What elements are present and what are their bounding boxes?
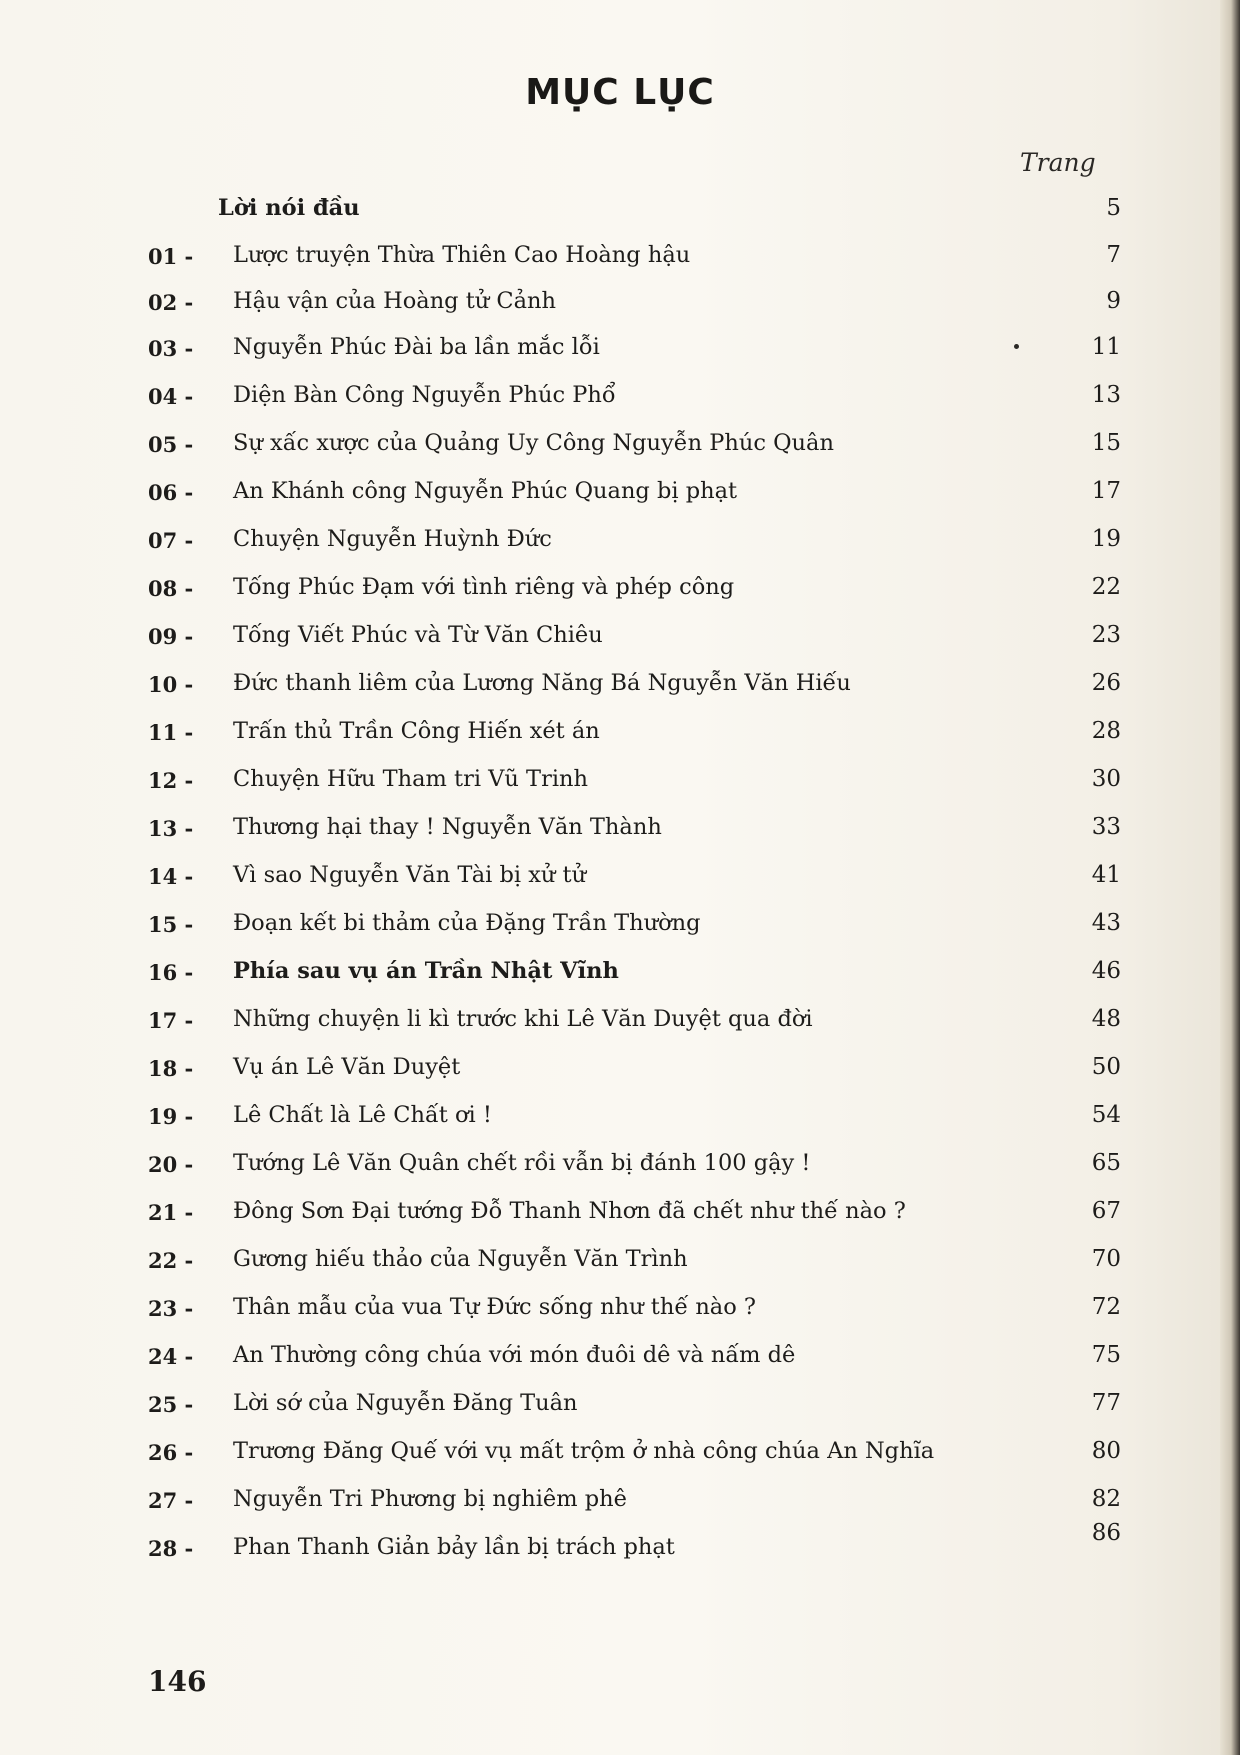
entry-number: 06 -	[148, 480, 194, 505]
entry-page: 15	[1091, 430, 1121, 456]
entry-page: 23	[1091, 622, 1121, 648]
entry-page: 67	[1091, 1198, 1121, 1224]
entry-title: Trấn thủ Trần Công Hiến xét án	[233, 718, 600, 744]
entry-number: 14 -	[148, 864, 194, 889]
entry-page: 54	[1091, 1102, 1121, 1128]
toc-entry	[0, 1242, 1240, 1282]
toc-entry	[0, 1050, 1240, 1090]
entry-title: Tống Viết Phúc và Từ Văn Chiêu	[233, 622, 603, 648]
entry-page: 33	[1091, 814, 1121, 840]
entry-number: 08 -	[148, 576, 194, 601]
entry-title: Phía sau vụ án Trần Nhật Vĩnh	[233, 958, 619, 984]
entry-number: 04 -	[148, 384, 194, 409]
entry-page: 43	[1091, 910, 1121, 936]
entry-page: 46	[1091, 958, 1121, 984]
entry-title: An Thường công chúa với món đuôi dê và nấm dê	[233, 1342, 796, 1368]
entry-title: Chuyện Nguyễn Huỳnh Đức	[233, 526, 552, 552]
entry-number: 18 -	[148, 1056, 194, 1081]
entry-page: 65	[1091, 1150, 1121, 1176]
entry-title: Trương Đăng Quế với vụ mất trộm ở nhà công chúa An Nghĩa	[233, 1438, 935, 1464]
toc-entry	[0, 1194, 1240, 1234]
entry-number: 09 -	[148, 624, 194, 649]
toc-entry	[0, 1434, 1240, 1474]
entry-number: 28 -	[148, 1536, 194, 1561]
entry-title: Vì sao Nguyễn Văn Tài bị xử tử	[233, 862, 587, 888]
toc-entry	[0, 810, 1240, 850]
entry-page: 75	[1091, 1342, 1121, 1368]
toc-entry	[0, 666, 1240, 706]
entry-number: 07 -	[148, 528, 194, 553]
entry-number: 17 -	[148, 1008, 194, 1033]
toc-entry	[0, 1290, 1240, 1330]
entry-title: Hậu vận của Hoàng tử Cảnh	[233, 288, 557, 314]
entry-title: Nguyễn Tri Phương bị nghiêm phê	[233, 1486, 627, 1512]
toc-entry	[0, 284, 1240, 324]
entry-page: 19	[1091, 526, 1121, 552]
toc-entry	[0, 1002, 1240, 1042]
entry-number: 16 -	[148, 960, 194, 985]
entry-number: 01 -	[148, 244, 194, 269]
entry-number: 27 -	[148, 1488, 194, 1513]
entry-page: 48	[1091, 1006, 1121, 1032]
entry-title: Lời sớ của Nguyễn Đăng Tuân	[233, 1390, 578, 1416]
entry-number: 11 -	[148, 720, 194, 745]
entry-title: Tống Phúc Đạm với tình riêng và phép công	[233, 574, 735, 600]
toc-entry	[0, 714, 1240, 754]
entry-title: Đức thanh liêm của Lương Năng Bá Nguyễn Văn Hiếu	[233, 670, 851, 696]
toc-entry	[0, 618, 1240, 658]
entry-title: Tướng Lê Văn Quân chết rồi vẫn bị đánh 100 gậy !	[233, 1150, 811, 1176]
toc-entry	[0, 426, 1240, 466]
entry-title: Chuyện Hữu Tham tri Vũ Trinh	[233, 766, 589, 792]
entry-title: Đông Sơn Đại tướng Đỗ Thanh Nhơn đã chết như thế nào ?	[233, 1198, 906, 1224]
entry-title: Thương hại thay ! Nguyễn Văn Thành	[233, 814, 662, 840]
entry-number: 24 -	[148, 1344, 194, 1369]
entry-page: 72	[1091, 1294, 1121, 1320]
toc-entry	[0, 906, 1240, 946]
entry-page: 11	[1091, 334, 1121, 360]
entry-title: Gương hiếu thảo của Nguyễn Văn Trình	[233, 1246, 688, 1272]
entry-number: 25 -	[148, 1392, 194, 1417]
entry-number: 05 -	[148, 432, 194, 457]
entry-number: 23 -	[148, 1296, 194, 1321]
toc-entry	[0, 474, 1240, 514]
toc-entry	[0, 330, 1240, 370]
toc-entry	[0, 1520, 1240, 1570]
entry-title: Những chuyện li kì trước khi Lê Văn Duyệt qua đời	[233, 1006, 813, 1032]
entry-page: 82	[1091, 1486, 1121, 1512]
toc-entry	[0, 238, 1240, 278]
entry-number: 19 -	[148, 1104, 194, 1129]
entry-page: 41	[1091, 862, 1121, 888]
entry-title: Sự xấc xược của Quảng Uy Công Nguyễn Phúc Quân	[233, 430, 834, 456]
toc-entry-preface	[0, 191, 1240, 231]
entry-page: 80	[1091, 1438, 1121, 1464]
page-column-header: Trang	[1020, 148, 1096, 177]
entry-number: 26 -	[148, 1440, 194, 1465]
toc-entry	[0, 378, 1240, 418]
entry-title: An Khánh công Nguyễn Phúc Quang bị phạt	[233, 478, 738, 504]
entry-number: 22 -	[148, 1248, 194, 1273]
entry-title: Vụ án Lê Văn Duyệt	[233, 1054, 461, 1080]
entry-title: Lê Chất là Lê Chất ơi !	[233, 1102, 492, 1128]
toc-entry	[0, 762, 1240, 802]
toc-entry	[0, 954, 1240, 994]
entry-page: 9	[1106, 288, 1121, 314]
entry-title: Đoạn kết bi thảm của Đặng Trần Thường	[233, 910, 701, 936]
entry-number: 10 -	[148, 672, 194, 697]
entry-page: 86	[1091, 1520, 1121, 1546]
entry-page: 30	[1091, 766, 1121, 792]
entry-number: 12 -	[148, 768, 194, 793]
toc-entry	[0, 1386, 1240, 1426]
entry-title: Lược truyện Thừa Thiên Cao Hoàng hậu	[233, 242, 691, 268]
toc-entry	[0, 1146, 1240, 1186]
entry-number: 02 -	[148, 290, 194, 315]
page-title: MỤC LỤC	[525, 72, 715, 113]
entry-page: 5	[1106, 195, 1121, 221]
entry-number: 13 -	[148, 816, 194, 841]
entry-page: 7	[1106, 242, 1121, 268]
toc-entry	[0, 522, 1240, 562]
entry-page: 13	[1091, 382, 1121, 408]
entry-title: Phan Thanh Giản bảy lần bị trách phạt	[233, 1534, 675, 1560]
entry-title: Lời nói đầu	[218, 195, 360, 221]
entry-number: 03 -	[148, 336, 194, 361]
entry-page: 77	[1091, 1390, 1121, 1416]
entry-number: 20 -	[148, 1152, 194, 1177]
toc-entry	[0, 1098, 1240, 1138]
entry-title: Diện Bàn Công Nguyễn Phúc Phổ	[233, 382, 616, 408]
entry-page: 17	[1091, 478, 1121, 504]
entry-page: 70	[1091, 1246, 1121, 1272]
toc-entry	[0, 858, 1240, 898]
entry-page: 28	[1091, 718, 1121, 744]
entry-page: 22	[1091, 574, 1121, 600]
entry-number: 15 -	[148, 912, 194, 937]
toc-entry	[0, 1338, 1240, 1378]
entry-title: Thân mẫu của vua Tự Đức sống như thế nào ?	[233, 1294, 756, 1320]
page-number: 146	[148, 1665, 207, 1698]
toc-entry	[0, 570, 1240, 610]
toc-entry	[0, 1482, 1240, 1522]
entry-page: 26	[1091, 670, 1121, 696]
entry-title: Nguyễn Phúc Đài ba lần mắc lỗi	[233, 334, 600, 360]
entry-number: 21 -	[148, 1200, 194, 1225]
entry-page: 50	[1091, 1054, 1121, 1080]
